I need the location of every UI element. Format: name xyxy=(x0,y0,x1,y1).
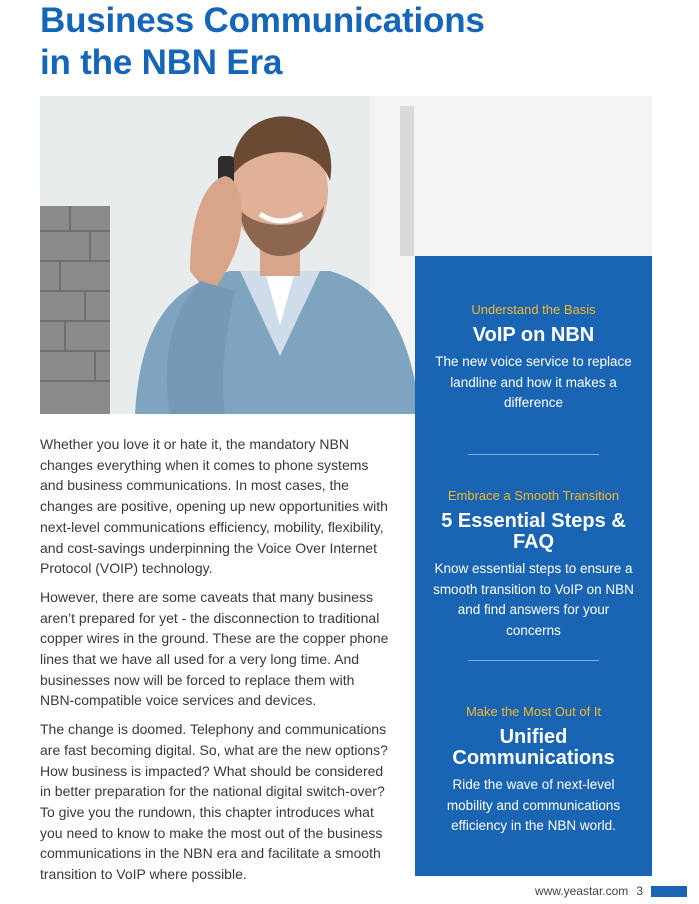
section-description: Know essential steps to ensure a smooth transition to VoIP on NBN and find answers for your concerns xyxy=(433,561,634,639)
page-title-line-1: Business Communications xyxy=(40,1,485,40)
website-url: www.yeastar.com xyxy=(534,884,629,898)
section-kicker: Make the Most Out of It xyxy=(465,704,602,719)
section-heading: 5 Essential Steps & FAQ xyxy=(441,510,626,553)
article-body xyxy=(40,434,390,893)
section-description: Ride the wave of next-level mobility and communications efficiency in the NBN world. xyxy=(446,777,621,834)
page-footer xyxy=(535,884,687,898)
sidebar-section-uc xyxy=(415,703,652,837)
sidebar-section-voip xyxy=(415,301,652,414)
page-title-line-2: in the NBN Era xyxy=(40,43,283,82)
section-heading: Unified Communications xyxy=(452,726,615,769)
section-divider xyxy=(468,454,599,455)
section-kicker: Embrace a Smooth Transition xyxy=(447,488,620,503)
section-heading: VoIP on NBN xyxy=(472,324,595,346)
page-number: 3 xyxy=(636,884,643,898)
section-divider xyxy=(468,660,599,661)
body-paragraph: The change is doomed. Telephony and communications are fast becoming digital. So, what are the new options? How business is impacted? What should be considered in better preparation for the national digital switch-over? To give you the rundown, this chapter introduces what you need to know to make the most out of the business communications in the NBN era and facilitate a smooth transition to VoIP where possible. xyxy=(40,721,388,883)
section-kicker: Understand the Basis xyxy=(471,302,596,317)
sidebar-section-steps xyxy=(415,487,652,642)
body-paragraph: However, there are some caveats that many business aren’t prepared for yet - the disconnection to traditional copper wires in the ground. These are the copper phone lines that we have all used for a very long time. And businesses now will be forced to replace them with NBN-compatible voice services and devices. xyxy=(40,588,389,709)
chapter-sidebar xyxy=(415,256,652,876)
footer-accent-bar xyxy=(651,886,687,897)
body-paragraph: Whether you love it or hate it, the mandatory NBN changes everything when it comes to phone systems and business communications. In most cases, the changes are positive, opening up new opportunities with next-level communications efficiency, mobility, flexibility, and cost-savings underpinning the Voice Over Internet Protocol (VOIP) technology. xyxy=(40,436,388,577)
section-description: The new voice service to replace landline and how it makes a difference xyxy=(435,354,632,411)
page-title xyxy=(40,0,485,84)
